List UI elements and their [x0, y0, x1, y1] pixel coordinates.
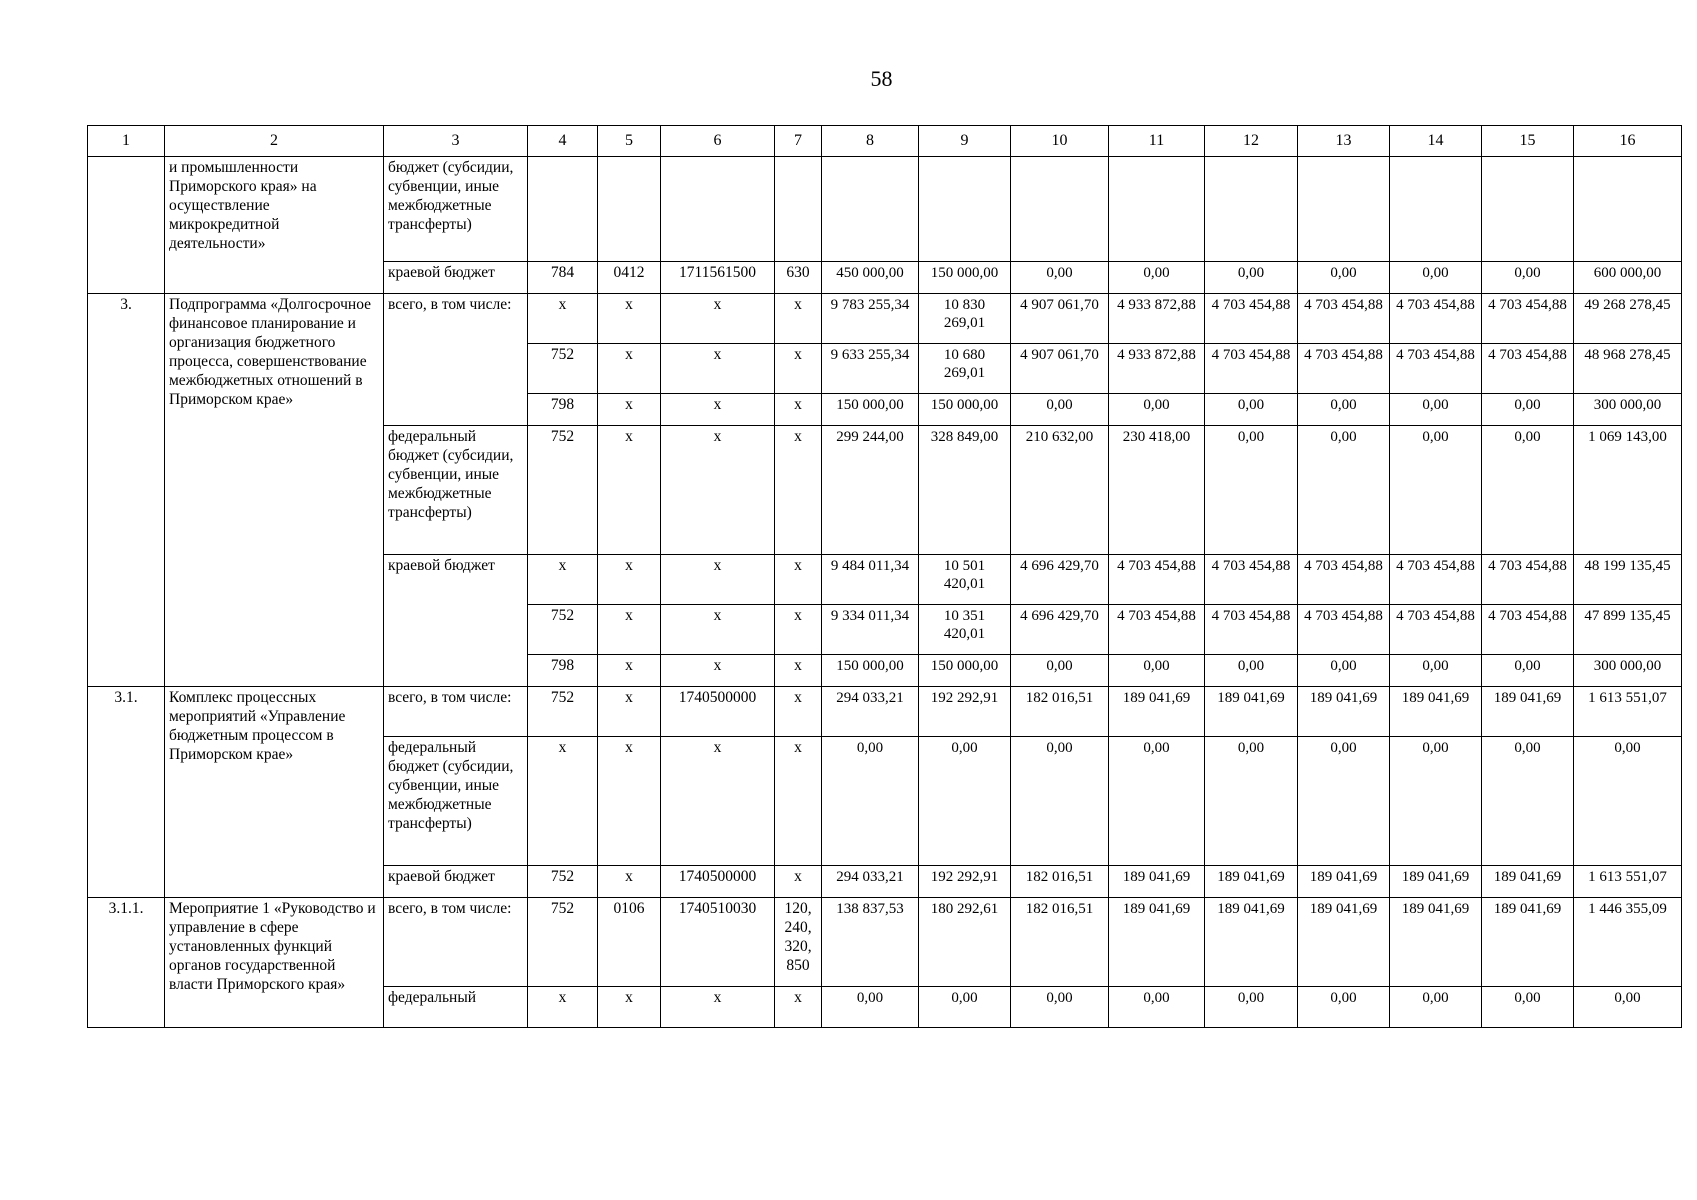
cell-amount: 9 633 255,34	[822, 344, 919, 394]
cell-amount: 4 703 454,88	[1298, 294, 1390, 344]
column-header: 3	[384, 126, 528, 157]
cell-amount: 0,00	[1205, 737, 1298, 866]
cell-amount: 47 899 135,45	[1574, 605, 1682, 655]
cell-amount: 0,00	[1482, 987, 1574, 1028]
cell-amount: 189 041,69	[1298, 898, 1390, 987]
cell-grbs: 752	[528, 866, 598, 898]
cell-amount: 4 703 454,88	[1390, 344, 1482, 394]
cell-funding-source: федеральный бюджет (субсидии, субвенции, иные межбюджетные трансферты)	[384, 737, 528, 866]
cell-amount: 189 041,69	[1109, 866, 1205, 898]
column-header: 11	[1109, 126, 1205, 157]
cell-vr: x	[775, 294, 822, 344]
cell-number: 3.1.	[88, 687, 165, 898]
cell-amount: 4 703 454,88	[1298, 555, 1390, 605]
cell-amount: 9 783 255,34	[822, 294, 919, 344]
cell-rzpr: x	[598, 426, 661, 555]
cell-amount: 0,00	[1011, 394, 1109, 426]
column-header: 6	[661, 126, 775, 157]
cell-amount: 189 041,69	[1298, 687, 1390, 737]
cell-amount: 0,00	[1109, 394, 1205, 426]
cell-grbs: 752	[528, 605, 598, 655]
cell-amount: 192 292,91	[919, 687, 1011, 737]
table-cell	[1109, 157, 1205, 262]
cell-amount: 189 041,69	[1390, 898, 1482, 987]
cell-amount: 4 703 454,88	[1298, 344, 1390, 394]
cell-csr: x	[661, 394, 775, 426]
table-cell	[1574, 157, 1682, 262]
cell-amount: 210 632,00	[1011, 426, 1109, 555]
cell-csr: x	[661, 426, 775, 555]
cell-rzpr: x	[598, 555, 661, 605]
cell-csr: x	[661, 605, 775, 655]
cell-amount: 138 837,53	[822, 898, 919, 987]
cell-rzpr: x	[598, 394, 661, 426]
cell-vr: x	[775, 737, 822, 866]
column-header: 9	[919, 126, 1011, 157]
cell-amount: 0,00	[1011, 262, 1109, 294]
cell-amount: 0,00	[1574, 987, 1682, 1028]
cell-amount: 0,00	[1109, 987, 1205, 1028]
cell-rzpr: x	[598, 737, 661, 866]
cell-program-name: Подпрограмма «Долгосрочное финансовое планирование и организация бюджетного процесса, совершенствование межбюджетных отношений в Приморском крае»	[165, 294, 384, 687]
table-row	[88, 687, 1682, 737]
column-header: 7	[775, 126, 822, 157]
cell-amount: 0,00	[1011, 655, 1109, 687]
cell-vr: x	[775, 426, 822, 555]
cell-amount: 0,00	[1482, 655, 1574, 687]
cell-csr: 1711561500	[661, 262, 775, 294]
cell-amount: 0,00	[1482, 262, 1574, 294]
cell-amount: 4 703 454,88	[1205, 294, 1298, 344]
cell-vr: x	[775, 394, 822, 426]
cell-amount: 150 000,00	[919, 394, 1011, 426]
cell-amount: 150 000,00	[919, 262, 1011, 294]
cell-amount: 4 907 061,70	[1011, 344, 1109, 394]
cell-vr: x	[775, 687, 822, 737]
cell-rzpr: x	[598, 605, 661, 655]
cell-amount: 299 244,00	[822, 426, 919, 555]
cell-amount: 4 703 454,88	[1482, 555, 1574, 605]
cell-amount: 4 703 454,88	[1390, 555, 1482, 605]
cell-amount: 182 016,51	[1011, 687, 1109, 737]
cell-amount: 4 703 454,88	[1482, 605, 1574, 655]
table-cell	[1205, 157, 1298, 262]
cell-amount: 0,00	[822, 737, 919, 866]
cell-csr: x	[661, 555, 775, 605]
cell-funding-source: краевой бюджет	[384, 555, 528, 687]
table-row	[88, 294, 1682, 344]
cell-vr: x	[775, 555, 822, 605]
cell-amount: 48 199 135,45	[1574, 555, 1682, 605]
cell-amount: 4 933 872,88	[1109, 344, 1205, 394]
cell-amount: 4 703 454,88	[1482, 294, 1574, 344]
cell-amount: 182 016,51	[1011, 866, 1109, 898]
cell-amount: 450 000,00	[822, 262, 919, 294]
cell-rzpr: x	[598, 987, 661, 1028]
cell-amount: 4 703 454,88	[1298, 605, 1390, 655]
cell-csr: x	[661, 655, 775, 687]
table-row	[88, 157, 1682, 262]
cell-grbs: 798	[528, 655, 598, 687]
cell-funding-source: федеральный бюджет (субсидии, субвенции, иные межбюджетные трансферты)	[384, 426, 528, 555]
cell-number	[88, 157, 165, 294]
header-row	[88, 126, 1682, 157]
cell-rzpr: x	[598, 866, 661, 898]
cell-amount: 0,00	[1298, 262, 1390, 294]
cell-grbs: 784	[528, 262, 598, 294]
cell-amount: 0,00	[1390, 737, 1482, 866]
cell-grbs: x	[528, 555, 598, 605]
cell-amount: 0,00	[1205, 394, 1298, 426]
table-cell	[919, 157, 1011, 262]
column-header: 14	[1390, 126, 1482, 157]
cell-amount: 0,00	[1298, 426, 1390, 555]
cell-amount: 4 703 454,88	[1205, 344, 1298, 394]
column-header: 5	[598, 126, 661, 157]
cell-amount: 0,00	[1482, 737, 1574, 866]
cell-program-name: Мероприятие 1 «Руководство и управление в сфере установленных функций органов государственной власти Приморского края»	[165, 898, 384, 1028]
column-header: 13	[1298, 126, 1390, 157]
table-cell	[661, 157, 775, 262]
table-cell	[775, 157, 822, 262]
cell-grbs: x	[528, 987, 598, 1028]
cell-number: 3.	[88, 294, 165, 687]
cell-grbs: x	[528, 737, 598, 866]
cell-csr: x	[661, 344, 775, 394]
cell-amount: 0,00	[1205, 262, 1298, 294]
cell-amount: 0,00	[1482, 394, 1574, 426]
cell-amount: 1 069 143,00	[1574, 426, 1682, 555]
cell-amount: 189 041,69	[1482, 687, 1574, 737]
column-header: 8	[822, 126, 919, 157]
cell-amount: 600 000,00	[1574, 262, 1682, 294]
cell-grbs: x	[528, 294, 598, 344]
cell-amount: 0,00	[1574, 737, 1682, 866]
cell-amount: 294 033,21	[822, 687, 919, 737]
cell-amount: 230 418,00	[1109, 426, 1205, 555]
cell-amount: 4 703 454,88	[1109, 555, 1205, 605]
cell-amount: 0,00	[1298, 655, 1390, 687]
cell-amount: 0,00	[1390, 394, 1482, 426]
cell-amount: 0,00	[1011, 987, 1109, 1028]
cell-csr: x	[661, 737, 775, 866]
cell-vr: x	[775, 987, 822, 1028]
cell-amount: 189 041,69	[1109, 687, 1205, 737]
table-cell	[1298, 157, 1390, 262]
cell-amount: 0,00	[1109, 655, 1205, 687]
cell-rzpr: x	[598, 655, 661, 687]
cell-funding-source: всего, в том числе:	[384, 898, 528, 987]
cell-grbs: 752	[528, 344, 598, 394]
column-header: 15	[1482, 126, 1574, 157]
cell-amount: 189 041,69	[1482, 898, 1574, 987]
cell-amount: 1 613 551,07	[1574, 687, 1682, 737]
cell-amount: 0,00	[1011, 737, 1109, 866]
cell-amount: 9 484 011,34	[822, 555, 919, 605]
cell-rzpr: 0106	[598, 898, 661, 987]
cell-amount: 4 703 454,88	[1205, 555, 1298, 605]
cell-amount: 0,00	[822, 987, 919, 1028]
cell-csr: x	[661, 294, 775, 344]
page-number: 58	[870, 66, 893, 91]
cell-amount: 4 933 872,88	[1109, 294, 1205, 344]
column-header: 1	[88, 126, 165, 157]
column-header: 4	[528, 126, 598, 157]
cell-amount: 48 968 278,45	[1574, 344, 1682, 394]
cell-amount: 4 703 454,88	[1390, 605, 1482, 655]
cell-amount: 0,00	[919, 987, 1011, 1028]
cell-amount: 0,00	[1109, 262, 1205, 294]
cell-amount: 1 613 551,07	[1574, 866, 1682, 898]
column-header: 12	[1205, 126, 1298, 157]
cell-csr: x	[661, 987, 775, 1028]
cell-amount: 0,00	[919, 737, 1011, 866]
cell-amount: 192 292,91	[919, 866, 1011, 898]
cell-amount: 328 849,00	[919, 426, 1011, 555]
cell-amount: 49 268 278,45	[1574, 294, 1682, 344]
cell-csr: 1740500000	[661, 687, 775, 737]
cell-csr: 1740500000	[661, 866, 775, 898]
cell-amount: 150 000,00	[919, 655, 1011, 687]
cell-vr: x	[775, 866, 822, 898]
cell-funding-source: федеральный	[384, 987, 528, 1028]
cell-amount: 182 016,51	[1011, 898, 1109, 987]
cell-amount: 0,00	[1298, 737, 1390, 866]
cell-amount: 10 830 269,01	[919, 294, 1011, 344]
cell-rzpr: x	[598, 687, 661, 737]
table-cell	[1482, 157, 1574, 262]
cell-funding-source: краевой бюджет	[384, 866, 528, 898]
cell-amount: 189 041,69	[1109, 898, 1205, 987]
cell-amount: 189 041,69	[1390, 687, 1482, 737]
cell-amount: 0,00	[1390, 987, 1482, 1028]
cell-amount: 4 696 429,70	[1011, 555, 1109, 605]
cell-amount: 0,00	[1205, 426, 1298, 555]
cell-amount: 0,00	[1298, 987, 1390, 1028]
cell-amount: 1 446 355,09	[1574, 898, 1682, 987]
cell-amount: 4 703 454,88	[1205, 605, 1298, 655]
cell-amount: 150 000,00	[822, 655, 919, 687]
cell-amount: 189 041,69	[1298, 866, 1390, 898]
cell-funding-source: всего, в том числе:	[384, 687, 528, 737]
cell-vr: x	[775, 655, 822, 687]
cell-program-name: Комплекс процессных мероприятий «Управление бюджетным процессом в Приморском крае»	[165, 687, 384, 898]
cell-vr: x	[775, 605, 822, 655]
cell-csr: 1740510030	[661, 898, 775, 987]
cell-rzpr: x	[598, 294, 661, 344]
table-cell	[822, 157, 919, 262]
cell-amount: 150 000,00	[822, 394, 919, 426]
column-header: 2	[165, 126, 384, 157]
cell-amount: 189 041,69	[1482, 866, 1574, 898]
cell-amount: 300 000,00	[1574, 655, 1682, 687]
cell-amount: 189 041,69	[1390, 866, 1482, 898]
cell-amount: 189 041,69	[1205, 866, 1298, 898]
cell-amount: 4 696 429,70	[1011, 605, 1109, 655]
cell-grbs: 752	[528, 898, 598, 987]
table-cell	[1011, 157, 1109, 262]
cell-amount: 0,00	[1109, 737, 1205, 866]
cell-amount: 9 334 011,34	[822, 605, 919, 655]
cell-amount: 180 292,61	[919, 898, 1011, 987]
cell-amount: 0,00	[1205, 655, 1298, 687]
cell-vr: 630	[775, 262, 822, 294]
cell-amount: 4 907 061,70	[1011, 294, 1109, 344]
cell-amount: 0,00	[1298, 394, 1390, 426]
table-cell	[528, 157, 598, 262]
cell-amount: 0,00	[1482, 426, 1574, 555]
cell-amount: 4 703 454,88	[1109, 605, 1205, 655]
cell-amount: 10 501 420,01	[919, 555, 1011, 605]
cell-amount: 0,00	[1390, 655, 1482, 687]
cell-amount: 4 703 454,88	[1390, 294, 1482, 344]
cell-grbs: 752	[528, 687, 598, 737]
column-header: 10	[1011, 126, 1109, 157]
cell-amount: 4 703 454,88	[1482, 344, 1574, 394]
cell-number: 3.1.1.	[88, 898, 165, 1028]
table-row	[88, 898, 1682, 987]
cell-grbs: 752	[528, 426, 598, 555]
cell-funding-source: краевой бюджет	[384, 262, 528, 294]
cell-grbs: 798	[528, 394, 598, 426]
cell-funding-source: всего, в том числе:	[384, 294, 528, 426]
cell-amount: 300 000,00	[1574, 394, 1682, 426]
budget-table	[87, 125, 1682, 1028]
cell-rzpr: 0412	[598, 262, 661, 294]
cell-amount: 0,00	[1390, 262, 1482, 294]
cell-vr: 120, 240, 320, 850	[775, 898, 822, 987]
table-cell	[598, 157, 661, 262]
cell-amount: 10 680 269,01	[919, 344, 1011, 394]
cell-program-name: и промышленности Приморского края» на осуществление микрокредитной деятельности»	[165, 157, 384, 294]
cell-funding-source: бюджет (субсидии, субвенции, иные межбюджетные трансферты)	[384, 157, 528, 262]
cell-amount: 0,00	[1205, 987, 1298, 1028]
cell-rzpr: x	[598, 344, 661, 394]
cell-amount: 189 041,69	[1205, 687, 1298, 737]
cell-vr: x	[775, 344, 822, 394]
cell-amount: 294 033,21	[822, 866, 919, 898]
column-header: 16	[1574, 126, 1682, 157]
cell-amount: 10 351 420,01	[919, 605, 1011, 655]
cell-amount: 0,00	[1390, 426, 1482, 555]
table-cell	[1390, 157, 1482, 262]
cell-amount: 189 041,69	[1205, 898, 1298, 987]
